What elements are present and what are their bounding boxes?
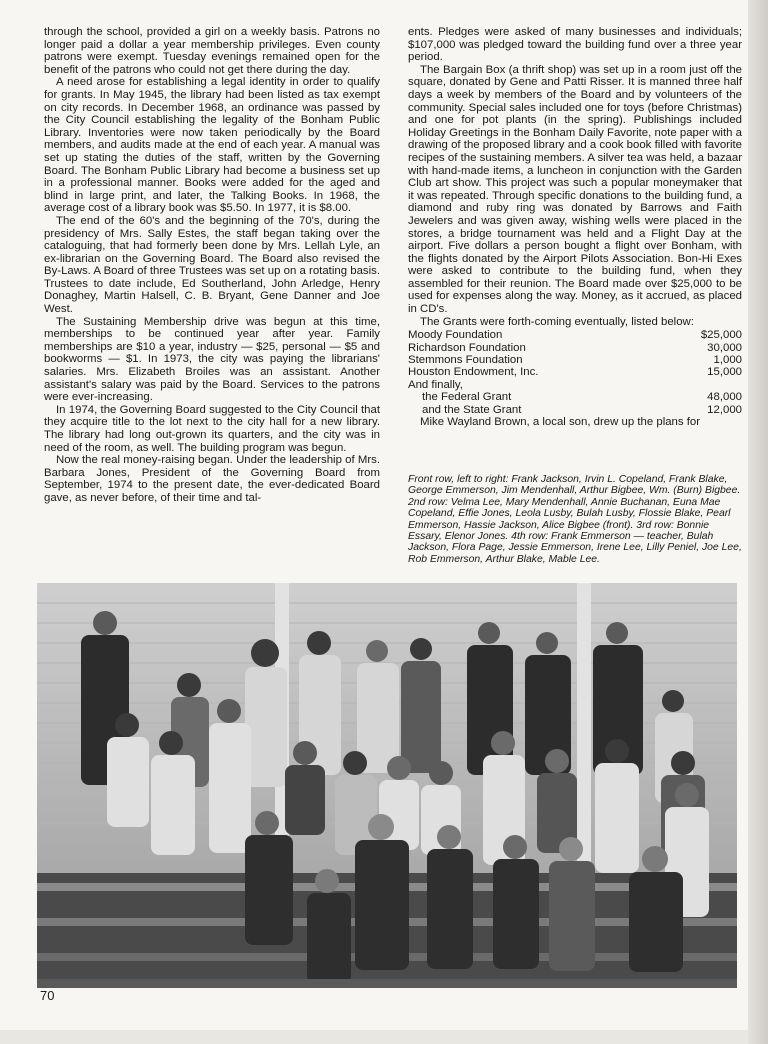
grant-amount: 48,000: [707, 391, 742, 404]
paragraph: Mike Wayland Brown, a local son, drew up the plans for: [420, 416, 701, 429]
class-group-photo: [37, 583, 737, 988]
paragraph: The end of the 60's and the beginning of the 70's, during the presidency of Mrs. Sally Estes, the staff began taking over the cataloguing, that had formerly been done by Mrs. Lellah Lyle, an ex-librarian on the Governing Board. The Board also revised the By-Laws. A Board of three Trustees was set up on a rotating basis. Trustees to date include, Ed Southerland, John Arledge, Henry Donaghey, Martin Halsell, C. B. Bryant, Gene Danner and Joe West.: [44, 214, 380, 316]
grant-name: and the State Grant: [422, 403, 522, 416]
paragraph: ents. Pledges were asked of many businesses and individuals; $107,000 was pledged toward the building fund over a three year period.: [408, 26, 742, 64]
grant-name: And finally,: [408, 378, 463, 391]
grant-row: [408, 329, 742, 341]
grant-name: the Federal Grant: [422, 391, 512, 404]
grant-name: Houston Endowment, Inc.: [408, 366, 539, 379]
right-text-column: [408, 26, 742, 429]
grant-amount: [662, 379, 742, 391]
grant-amount: $25,000: [700, 329, 742, 342]
grants-table: [408, 329, 742, 416]
grant-amount: 30,000: [707, 341, 742, 354]
paragraph: through the school, provided a girl on a weekly basis. Patrons no longer paid a dollar a year membership privileges. Even county patrons were exempt. Tuesday evenings remained open for the benefit of the patrons who could not get there during the day.: [44, 26, 380, 76]
grant-row: [408, 391, 742, 403]
grant-amount: 1,000: [713, 354, 742, 367]
page-edge: [748, 0, 768, 1044]
paragraph: A need arose for establishing a legal identity in order to qualify for grants. In May 1945, the library had been listed as tax exempt on city records. In December 1968, an ordinance was passed by the City Council establishing the legality of the Bonham Public Library. Inventories were now taken periodically by the Board members, and audits made at the end of each year. A manual was set up stating the duties of the staff, written by the Governing Board. The Bonham Public Library had become a business set up in a professional manner. Books were added for the aged and blind in large print, and later, the Talking Books. In 1968, the average cost of a library book was $5.50. In 1977, it is $8.00.: [44, 76, 380, 215]
page-bottom-margin: [0, 1030, 748, 1044]
grant-row: [408, 404, 742, 416]
grant-row: [408, 366, 742, 378]
grant-name: Stemmons Foundation: [408, 354, 523, 367]
paragraph: Now the real money-raising began. Under the leadership of Mrs. Barbara Jones, President of the Governing Board from September, 1974 to the present date, the ever-dedicated Board gave, as never before, of their time and tal-: [44, 454, 380, 504]
grant-row: [408, 379, 742, 391]
grants-intro: The Grants were forth-coming eventually, listed below:: [420, 315, 694, 328]
photo-caption: Front row, left to right: Frank Jackson, Irvin L. Copeland, Frank Blake, George Emmerson, Jim Mendenhall, Arthur Bigbee, Wm. (Burn) Bigbee. 2nd row: Velma Lee, Mary Mendenhall, Annie Buchanan, Euna Mae Copeland, Effie Jones, Leola Lusby, Bulah Lusby, Flossie Blake, Pearl Emmerson, Hassie Jackson, Alice Bigbee (front). 3rd row: Bonnie Essary, Elenor Jones. 4th row: Frank Emmerson — teacher, Bulah Jackson, Flora Page, Jessie Emmerson, Irene Lee, Lilly Peniel, Joe Lee, Rob Emmerson, Arthur Blake, Mable Lee.: [408, 474, 742, 565]
paragraph: The Sustaining Membership drive was begun at this time, memberships to be continued year after year. Family memberships are $10 a year, industry — $25, personal — $5 and bookworms — $1. In 1973, the city was paying the librarians' salaries. Mrs. Elizabeth Broiles was an assistant. Another assistant's salary was paid by the Board. Services to the patrons were ever-increasing.: [44, 315, 380, 404]
paragraph: In 1974, the Governing Board suggested to the City Council that they acquire title to the lot next to the city hall for a new library. The library had long out-grown its quarters, and the city was in need of the room, as well. The building program was begun.: [44, 403, 380, 454]
grant-row: [408, 342, 742, 354]
paragraph: The Bargain Box (a thrift shop) was set up in a room just off the square, donated by Gene and Patti Risser. It is manned three half days a week by members of the Board and by volunteers of the community. Special sales included one for toys (before Christmas) and one for pot plants (in the spring). Publishings included Holiday Greetings in the Bonham Daily Favorite, note paper with a drawing of the proposed library and a cook book filled with favorite recipes of the sustaining members. A silver tea was held, a bazaar with hand-made items, a luncheon in conjunction with the Garden Club art show. This project was such a popular moneymaker that it was repeated. Through specific donations to the building fund, a diamond and ruby ring was donated by Barrows and Faith Jewelers and was given away, wishing wells were placed in the stores, a bridge tournament was held and a Flight Day at the airport. Five dollars a person bought a flight over Bonham, with the flights donated by the Airport Pilots Association. Bon-Hi Exes were asked to contribute to the building fund, when they assembled for their reunion. The Board made over $25,000 to be used for expenses along the way. Money, as it accrued, as placed in CD's.: [408, 63, 742, 316]
grant-amount: 12,000: [707, 403, 742, 416]
left-text-column: [44, 26, 380, 505]
grant-amount: 15,000: [707, 366, 742, 379]
grant-name: Moody Foundation: [408, 329, 503, 342]
grant-row: [408, 354, 742, 366]
grant-name: Richardson Foundation: [408, 341, 526, 354]
page-number: 70: [40, 988, 55, 1003]
